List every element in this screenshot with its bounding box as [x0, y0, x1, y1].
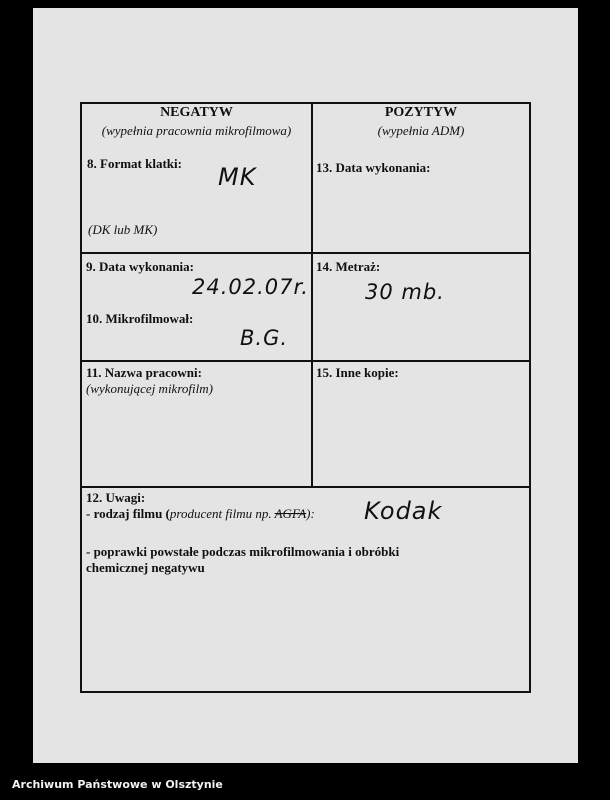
rodzaj-filmu-value: Kodak: [364, 497, 443, 525]
rodzaj-filmu-line: [86, 506, 315, 522]
pozytyw-subtitle: (wypełnia ADM): [377, 123, 465, 138]
mikrofilmowal-label: 10. Mikrofilmował:: [86, 311, 194, 326]
data-wykonania-neg-value: 24.02.07r.: [192, 275, 309, 299]
format-klatki-value: MK: [218, 163, 257, 191]
format-klatki-label: 8. Format klatki:: [87, 156, 182, 171]
negatyw-subtitle: (wypełnia pracownia mikrofilmowa): [101, 123, 292, 138]
rodzaj-filmu-suffix: ):: [306, 506, 315, 521]
inne-kopie-label: 15. Inne kopie:: [316, 365, 399, 380]
negatyw-title: NEGATYW: [160, 105, 233, 120]
poprawki-line-2: chemicznej negatywu: [86, 560, 205, 575]
metraz-label: 14. Metraż:: [316, 259, 381, 274]
mikrofilmowal-value: B.G.: [240, 326, 289, 350]
format-klatki-hint: (DK lub MK): [88, 222, 158, 237]
rodzaj-filmu-example: AGFA: [274, 506, 307, 521]
uwagi-label: 12. Uwagi:: [86, 490, 146, 505]
data-wykonania-poz-label: 13. Data wykonania:: [316, 160, 431, 175]
data-wykonania-neg-label: 9. Data wykonania:: [86, 259, 194, 274]
archive-footer: Archiwum Państwowe w Olsztynie: [12, 778, 223, 791]
poprawki-line-1: - poprawki powstałe podczas mikrofilmowania i obróbki: [86, 544, 400, 559]
pozytyw-title: POZYTYW: [384, 105, 458, 120]
rodzaj-filmu-prefix: - rodzaj filmu (: [86, 506, 170, 521]
rodzaj-filmu-hint: producent filmu np.: [169, 506, 275, 521]
nazwa-pracowni-label: 11. Nazwa pracowni:: [86, 365, 202, 380]
metraz-value: 30 mb.: [365, 280, 445, 304]
nazwa-pracowni-hint: (wykonującej mikrofilm): [86, 381, 213, 396]
